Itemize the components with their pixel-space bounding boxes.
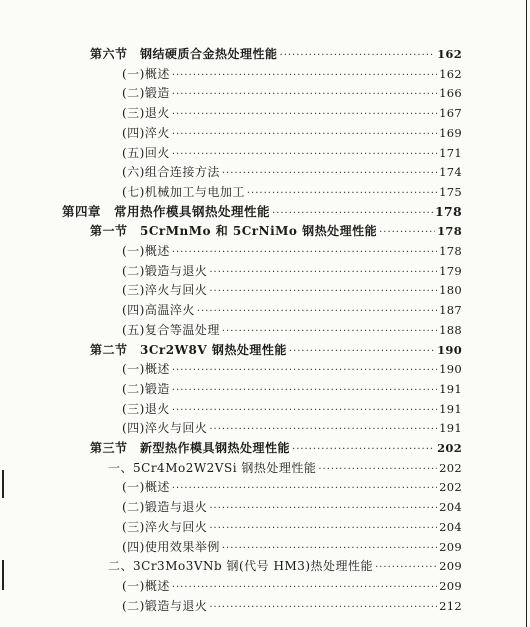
toc-entry bbox=[122, 519, 462, 535]
toc-entry-page-number: 178 bbox=[439, 244, 462, 258]
toc-entry bbox=[122, 578, 462, 594]
toc-leader-dots bbox=[209, 521, 437, 537]
toc-leader-dots bbox=[247, 186, 437, 202]
scan-mark-left-lower bbox=[2, 560, 4, 590]
toc-entry-page-number: 166 bbox=[439, 86, 462, 100]
toc-entry-page-number: 202 bbox=[439, 461, 462, 475]
toc-entry-title: (二)锻造与退火 bbox=[122, 500, 208, 514]
toc-leader-dots bbox=[280, 48, 436, 64]
toc-entry-title: 一、5Cr4Mo2W2VSi 钢热处理性能 bbox=[108, 461, 317, 475]
toc-leader-dots bbox=[375, 560, 437, 576]
toc-entry-page-number: 191 bbox=[439, 421, 462, 435]
toc-entry-title: (一)概述 bbox=[122, 480, 170, 494]
toc-entry-page-number: 209 bbox=[439, 559, 462, 573]
toc-entry-title: (二)锻造 bbox=[122, 86, 170, 100]
toc-entry bbox=[122, 125, 462, 141]
toc-entry-title: (四)使用效果举例 bbox=[122, 540, 220, 554]
toc-leader-dots bbox=[209, 600, 437, 616]
toc-entry-title: (七)机械加工与电加工 bbox=[122, 185, 245, 199]
toc-entry bbox=[122, 302, 462, 318]
toc-entry bbox=[122, 145, 462, 161]
toc-entry-title: (五)复合等温处理 bbox=[122, 323, 220, 337]
toc-entry-page-number: 171 bbox=[439, 146, 462, 160]
toc-entry-title: 第一节 5CrMnMo 和 5CrNiMo 钢热处理性能 bbox=[90, 224, 378, 238]
scan-mark-left bbox=[2, 470, 4, 498]
toc-entry-title: (二)锻造 bbox=[122, 382, 170, 396]
toc-entry-page-number: 178 bbox=[437, 224, 462, 238]
toc-entry bbox=[122, 105, 462, 121]
toc-entry bbox=[122, 361, 462, 377]
toc-leader-dots bbox=[172, 245, 437, 261]
toc-leader-dots bbox=[222, 324, 437, 340]
toc-entry bbox=[122, 499, 462, 515]
toc-leader-dots bbox=[172, 481, 437, 497]
toc-entry-title: (四)淬火 bbox=[122, 126, 170, 140]
toc-entry bbox=[62, 204, 462, 220]
toc-leader-dots bbox=[172, 68, 437, 84]
toc-entry-page-number: 188 bbox=[439, 323, 462, 337]
toc-leader-dots bbox=[272, 206, 433, 222]
toc-entry-title: (二)锻造与退火 bbox=[122, 264, 208, 278]
toc-leader-dots bbox=[222, 541, 437, 557]
toc-leader-dots bbox=[209, 265, 437, 281]
toc-entry-title: (三)退火 bbox=[122, 402, 170, 416]
toc-entry-page-number: 167 bbox=[439, 106, 462, 120]
toc-entry bbox=[90, 440, 462, 456]
toc-leader-dots bbox=[292, 442, 435, 458]
toc-entry-page-number: 187 bbox=[439, 303, 462, 317]
toc-entry bbox=[122, 184, 462, 200]
toc-entry-title: (三)淬火与回火 bbox=[122, 283, 208, 297]
toc-leader-dots bbox=[209, 284, 437, 300]
toc-entry bbox=[90, 342, 462, 358]
toc-entry bbox=[122, 263, 462, 279]
toc-entry bbox=[108, 460, 462, 476]
toc-entry-page-number: 191 bbox=[439, 402, 462, 416]
toc-entry-page-number: 202 bbox=[437, 441, 462, 455]
toc-entry-title: (三)淬火与回火 bbox=[122, 520, 208, 534]
toc-entry-page-number: 179 bbox=[439, 264, 462, 278]
toc-leader-dots bbox=[172, 147, 437, 163]
toc-entry-title: (四)淬火与回火 bbox=[122, 421, 208, 435]
toc-entry-title: (一)概述 bbox=[122, 579, 170, 593]
toc-entry bbox=[122, 243, 462, 259]
toc-leader-dots bbox=[209, 501, 437, 517]
toc-leader-dots bbox=[172, 403, 437, 419]
toc-entry-page-number: 180 bbox=[439, 283, 462, 297]
toc-entry bbox=[122, 479, 462, 495]
toc-entry-title: (二)锻造与退火 bbox=[122, 599, 208, 613]
toc-entry-title: (六)组合连接方法 bbox=[122, 165, 220, 179]
toc-entry-page-number: 191 bbox=[439, 382, 462, 396]
toc-entry bbox=[122, 282, 462, 298]
toc-entry-page-number: 209 bbox=[439, 579, 462, 593]
toc-entry-page-number: 202 bbox=[439, 480, 462, 494]
toc-entry bbox=[90, 46, 462, 62]
toc-entry-page-number: 178 bbox=[435, 204, 462, 219]
toc-entry-page-number: 175 bbox=[439, 185, 462, 199]
toc-leader-dots bbox=[289, 344, 435, 360]
toc-entry-page-number: 209 bbox=[439, 540, 462, 554]
toc-entry bbox=[122, 322, 462, 338]
toc-entry-title: 第六节 钢结硬质合金热处理性能 bbox=[90, 47, 278, 61]
toc-entry-page-number: 190 bbox=[437, 343, 462, 357]
toc-entry-title: (三)退火 bbox=[122, 106, 170, 120]
toc-entry-title: (一)概述 bbox=[122, 244, 170, 258]
toc-entry bbox=[122, 401, 462, 417]
toc-entry bbox=[122, 420, 462, 436]
toc-entry bbox=[122, 539, 462, 555]
toc-entry-page-number: 204 bbox=[439, 500, 462, 514]
toc-entry-page-number: 162 bbox=[439, 67, 462, 81]
toc-entry-title: 二、3Cr3Mo3VNb 钢(代号 HM3)热处理性能 bbox=[108, 559, 374, 573]
toc-leader-dots bbox=[209, 422, 437, 438]
toc-entry-page-number: 204 bbox=[439, 520, 462, 534]
toc-leader-dots bbox=[379, 225, 435, 241]
toc-entry-title: (一)概述 bbox=[122, 362, 170, 376]
toc-entry-title: (五)回火 bbox=[122, 146, 170, 160]
toc-entry-page-number: 174 bbox=[439, 165, 462, 179]
toc-leader-dots bbox=[172, 107, 437, 123]
toc-leader-dots bbox=[197, 304, 437, 320]
toc-entry-page-number: 169 bbox=[439, 126, 462, 140]
toc-leader-dots bbox=[172, 580, 437, 596]
toc-entry-title: 第三节 新型热作模具钢热处理性能 bbox=[90, 441, 291, 455]
page-edge-line bbox=[526, 0, 527, 627]
toc-leader-dots bbox=[172, 87, 437, 103]
toc-entry-title: (一)概述 bbox=[122, 67, 170, 81]
toc-entry bbox=[122, 598, 462, 614]
toc-entry bbox=[122, 66, 462, 82]
toc-entry bbox=[90, 223, 462, 239]
toc-leader-dots bbox=[318, 462, 437, 478]
toc-entry-page-number: 212 bbox=[439, 599, 462, 613]
toc-leader-dots bbox=[172, 383, 437, 399]
toc-entry-title: (四)高温淬火 bbox=[122, 303, 195, 317]
toc-entry-page-number: 190 bbox=[439, 362, 462, 376]
toc-entry-page-number: 162 bbox=[437, 47, 462, 61]
toc-leader-dots bbox=[172, 127, 437, 143]
toc-entry bbox=[108, 558, 462, 574]
toc-entry bbox=[122, 164, 462, 180]
toc-entry-title: 第二节 3Cr2W8V 钢热处理性能 bbox=[90, 343, 287, 357]
toc-entry-title: 第四章 常用热作模具钢热处理性能 bbox=[62, 204, 271, 219]
toc-leader-dots bbox=[172, 363, 437, 379]
toc-entry bbox=[122, 85, 462, 101]
toc-leader-dots bbox=[222, 166, 437, 182]
toc-entry bbox=[122, 381, 462, 397]
